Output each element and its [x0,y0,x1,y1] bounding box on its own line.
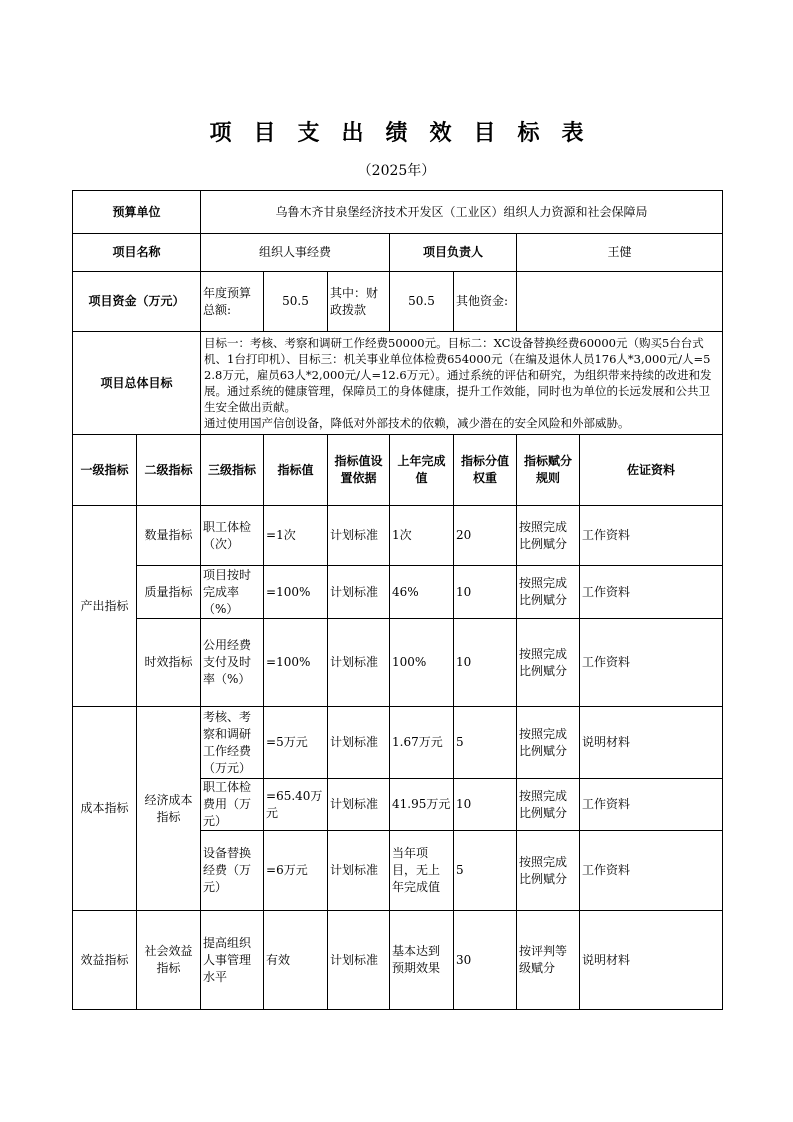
last-year-cell: 100% [390,619,454,707]
goal-text-2: 通过使用国产信创设备，降低对外部技术的依赖，减少潜在的安全风险和外部威胁。 [204,416,630,430]
evidence-cell: 工作资料 [580,779,723,831]
evidence-cell: 工作资料 [580,506,723,566]
budget-unit-row [73,191,723,234]
level2-cell: 质量指标 [137,566,201,619]
level1-cell: 产出指标 [73,506,137,707]
project-name-label: 项目名称 [73,234,201,272]
indicator-value-cell: =65.40万元 [264,779,328,831]
basis-cell: 计划标准 [328,566,390,619]
last-year-cell: 46% [390,566,454,619]
level3-cell: 设备替换经费（万元） [201,831,264,911]
year-label: （2025年） [357,163,436,179]
basis-cell: 计划标准 [328,911,390,1010]
last-year-cell: 41.95万元 [390,779,454,831]
annual-budget-value: 50.5 [264,272,328,332]
column-header-row [73,435,723,506]
level3-cell: 职工体检费用（万元） [201,779,264,831]
funds-label: 项目资金（万元） [73,272,201,332]
funds-row [73,272,723,332]
performance-table [72,190,723,1010]
annual-budget-label: 年度预算总额: [201,272,264,332]
indicator-value-cell: =1次 [264,506,328,566]
budget-unit-value: 乌鲁木齐甘泉堡经济技术开发区（工业区）组织人力资源和社会保障局 [201,191,723,234]
level1-cell: 效益指标 [73,911,137,1010]
weight-cell: 10 [454,779,517,831]
fiscal-label: 其中：财政拨款 [328,272,390,332]
level1-cell: 成本指标 [73,707,137,911]
weight-cell: 5 [454,707,517,779]
weight-cell: 30 [454,911,517,1010]
rule-cell: 按照完成比例赋分 [517,619,580,707]
level3-cell: 考核、考察和调研工作经费（万元） [201,707,264,779]
last-year-cell: 当年项目，无上年完成值 [390,831,454,911]
level3-cell: 提高组织人事管理水平 [201,911,264,1010]
rule-cell: 按照完成比例赋分 [517,831,580,911]
goal-text-1: 目标一：考核、考察和调研工作经费50000元。目标二：XC设备替换经费60000元（购买5台台式机、1台打印机）、目标三：机关事业单位体检费654000元（在编及退休人员176人*3,000元/人=52.8万元，雇员63人*2,000元/人=12.6万元）。通过系统的评估和研究，为组织带来持续的改进和发展。通过系统的健康管理，保障员工的身体健康，提升工作效能，同时也为单位的长远发展和公共卫生安全做出贡献。 [204,336,712,414]
indicator-value-cell: =5万元 [264,707,328,779]
indicator-row [73,619,723,707]
evidence-cell: 说明材料 [580,707,723,779]
indicator-value-cell: =100% [264,566,328,619]
rule-cell: 按照完成比例赋分 [517,566,580,619]
col-header-9: 佐证资料 [580,435,723,506]
col-header-7: 指标分值权重 [454,435,517,506]
level2-cell: 时效指标 [137,619,201,707]
basis-cell: 计划标准 [328,779,390,831]
col-header-3: 三级指标 [201,435,264,506]
evidence-cell: 工作资料 [580,831,723,911]
project-name-row [73,234,723,272]
level3-cell: 项目按时完成率（%） [201,566,264,619]
evidence-cell: 说明材料 [580,911,723,1010]
weight-cell: 10 [454,566,517,619]
col-header-2: 二级指标 [137,435,201,506]
level2-cell: 社会效益指标 [137,911,201,1010]
budget-unit-label: 预算单位 [73,191,201,234]
indicator-value-cell: 有效 [264,911,328,1010]
level2-cell: 经济成本指标 [137,707,201,911]
indicator-row [73,506,723,566]
goal-label: 项目总体目标 [73,332,201,435]
indicator-value-cell: =6万元 [264,831,328,911]
level3-cell: 职工体检（次） [201,506,264,566]
page-title: 项目支出绩效目标表 [209,120,606,146]
indicator-value-cell: =100% [264,619,328,707]
rule-cell: 按评判等级赋分 [517,911,580,1010]
evidence-cell: 工作资料 [580,566,723,619]
other-funds-value [517,272,723,332]
indicator-row [73,566,723,619]
weight-cell: 10 [454,619,517,707]
basis-cell: 计划标准 [328,506,390,566]
project-lead-label: 项目负责人 [390,234,517,272]
evidence-cell: 工作资料 [580,619,723,707]
weight-cell: 5 [454,831,517,911]
other-funds-label: 其他资金: [454,272,517,332]
indicator-row [73,911,723,1010]
project-lead-value: 王健 [517,234,723,272]
weight-cell: 20 [454,506,517,566]
rule-cell: 按照完成比例赋分 [517,506,580,566]
goal-row [73,332,723,435]
goal-text [201,332,723,435]
level2-cell: 数量指标 [137,506,201,566]
last-year-cell: 1.67万元 [390,707,454,779]
basis-cell: 计划标准 [328,831,390,911]
last-year-cell: 1次 [390,506,454,566]
last-year-cell: 基本达到预期效果 [390,911,454,1010]
basis-cell: 计划标准 [328,707,390,779]
col-header-5: 指标值设置依据 [328,435,390,506]
rule-cell: 按照完成比例赋分 [517,779,580,831]
col-header-4: 指标值 [264,435,328,506]
rule-cell: 按照完成比例赋分 [517,707,580,779]
col-header-6: 上年完成值 [390,435,454,506]
project-name-value: 组织人事经费 [201,234,390,272]
indicator-row [73,707,723,779]
fiscal-value: 50.5 [390,272,454,332]
col-header-1: 一级指标 [73,435,137,506]
level3-cell: 公用经费支付及时率（%） [201,619,264,707]
basis-cell: 计划标准 [328,619,390,707]
col-header-8: 指标赋分规则 [517,435,580,506]
